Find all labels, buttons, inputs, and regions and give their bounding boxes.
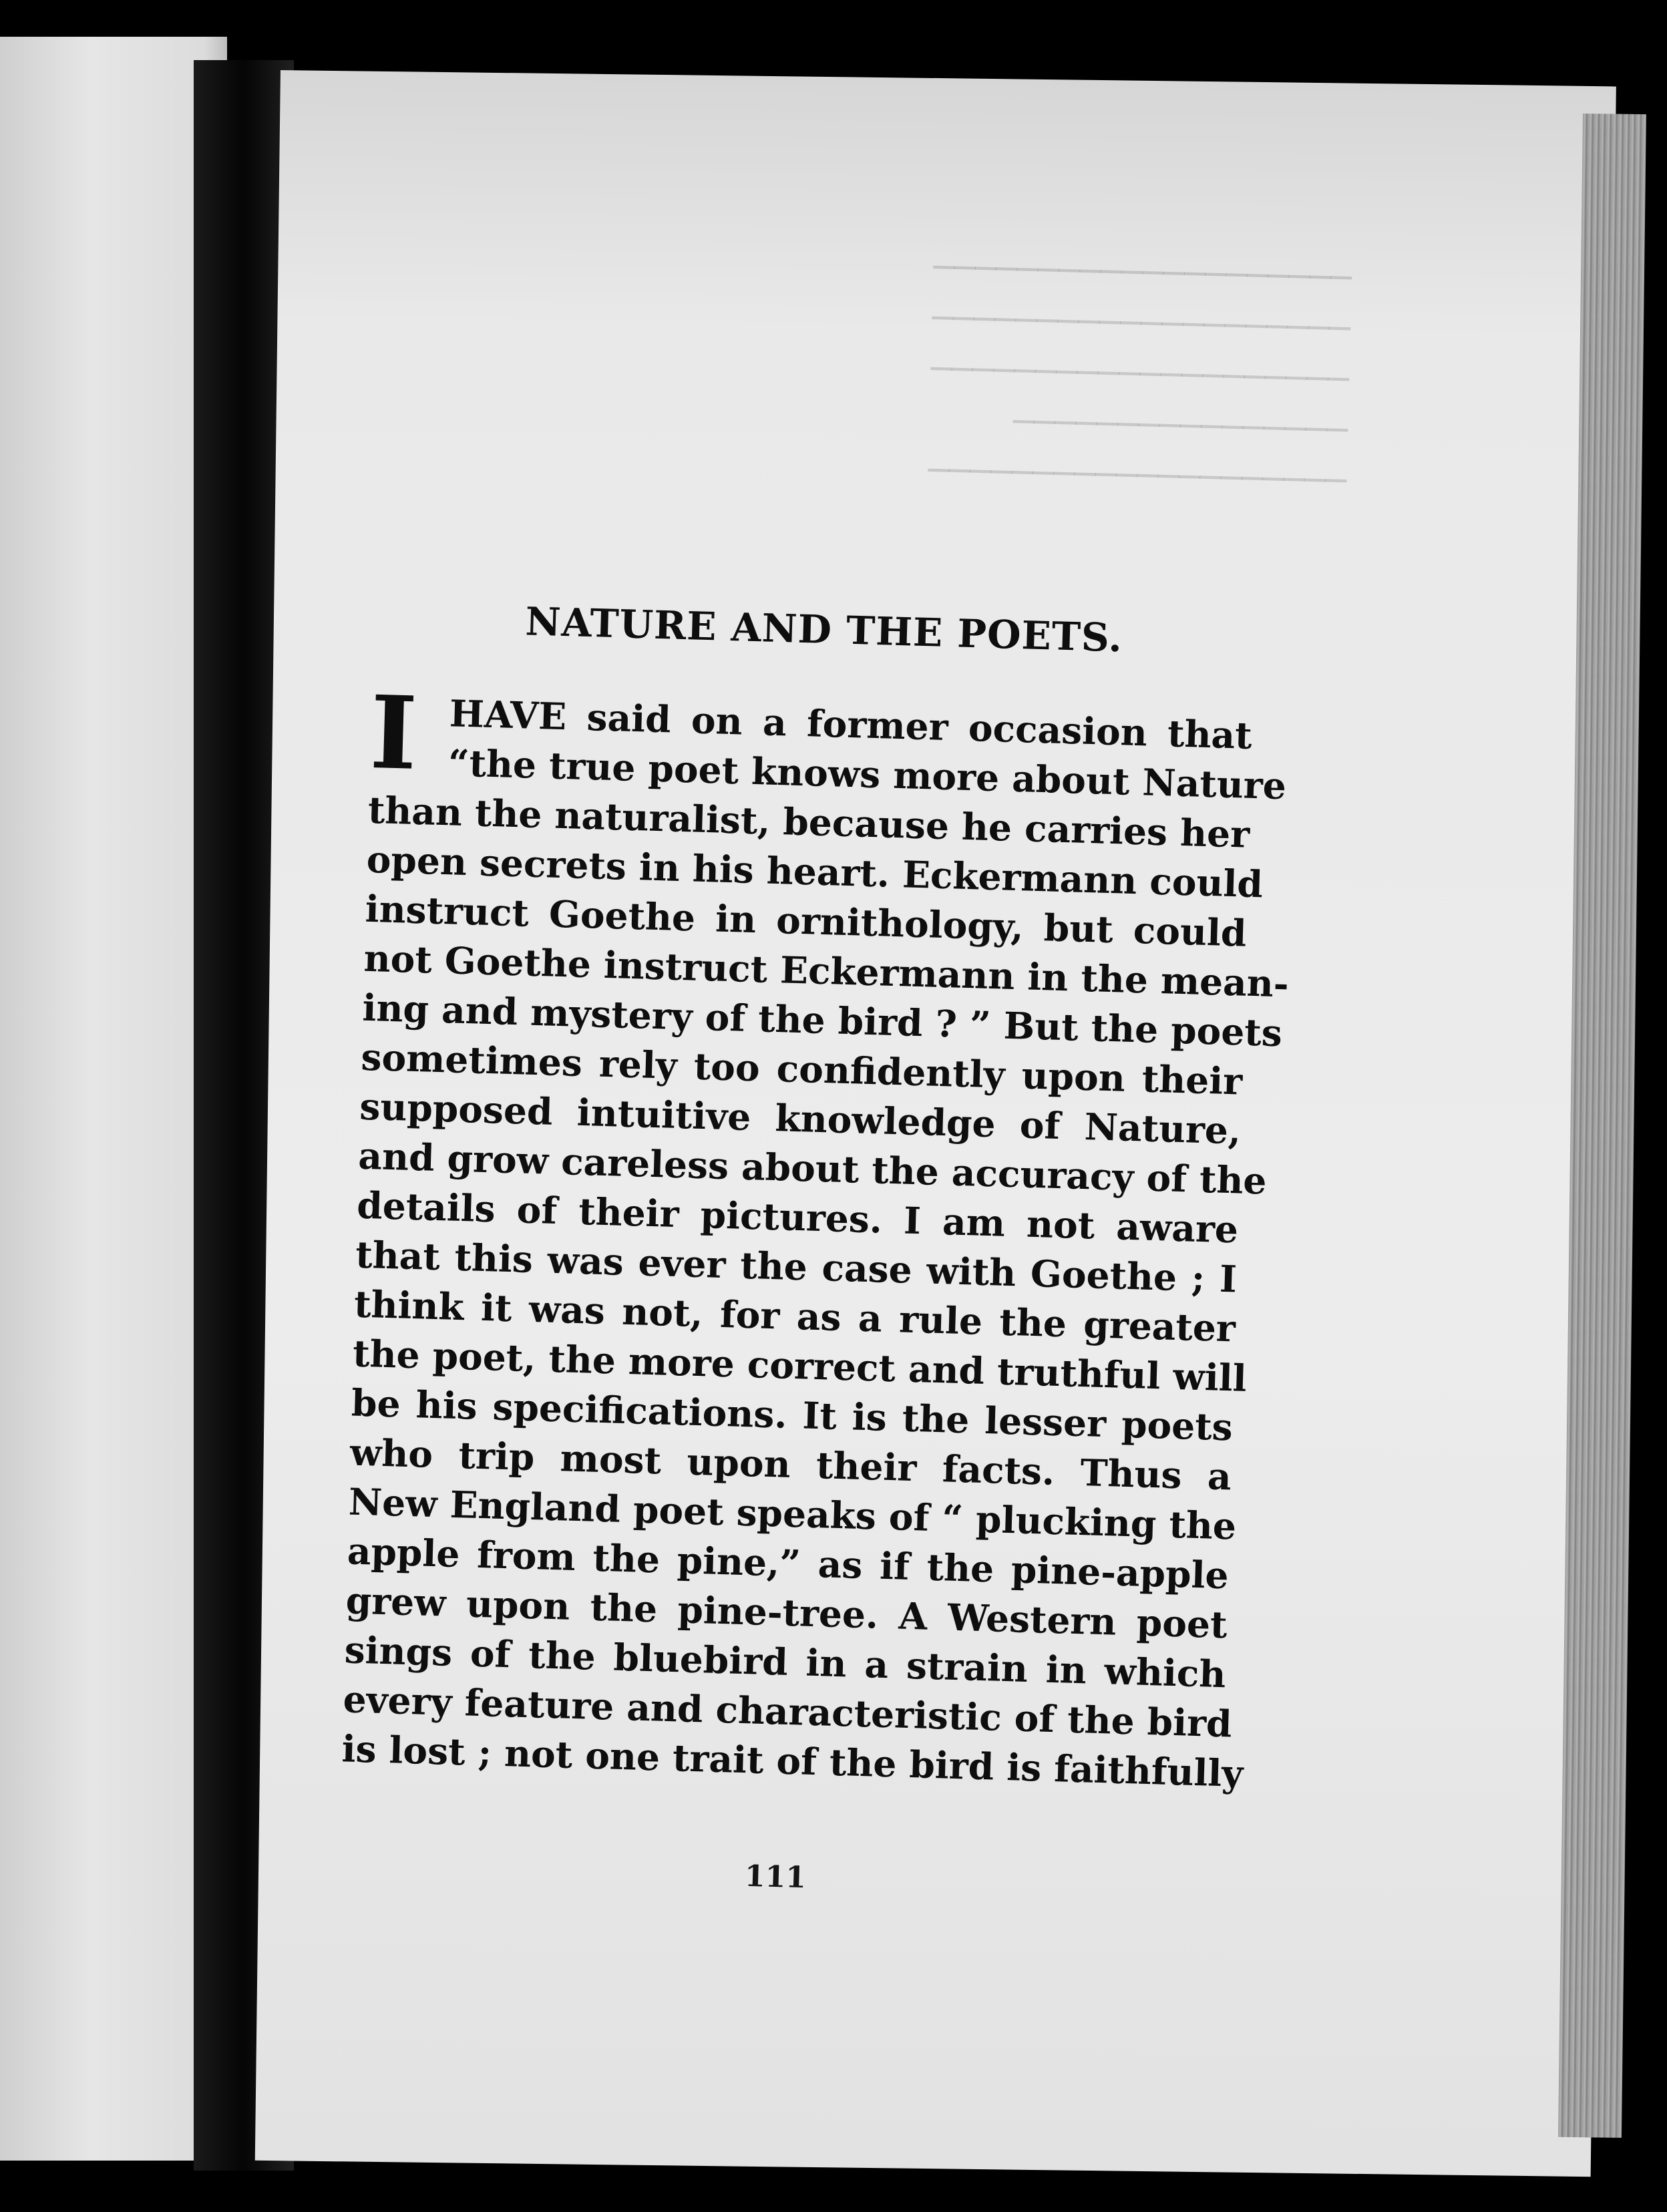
- text-line: think it was not, for as a rule the greater: [353, 1282, 1236, 1350]
- text-line: that this was ever the case with Goethe ; I: [355, 1232, 1238, 1301]
- chapter-title: NATURE AND THE POETS.: [524, 598, 1123, 661]
- text-line: sometimes rely too confidently upon their: [360, 1035, 1244, 1103]
- text-line: grew upon the pine-tree. A Western poet: [345, 1578, 1228, 1647]
- text-line: who trip most upon their facts. Thus a: [349, 1430, 1232, 1499]
- text-line: and grow careless about the accuracy of the: [357, 1133, 1268, 1203]
- text-line: not Goethe instruct Eckermann in the mean-: [363, 936, 1290, 1006]
- page-number: 111: [744, 1859, 807, 1895]
- text-line: details of their pictures. I am not aware: [356, 1183, 1239, 1252]
- text-line: apple from the pine,” as if the pine-apple: [347, 1529, 1230, 1598]
- text-line: every feature and characteristic of the bird: [342, 1677, 1233, 1746]
- text-line: is lost ; not one trait of the bird is faithfully: [341, 1726, 1244, 1796]
- text-line: than the naturalist, because he carries her: [367, 787, 1251, 856]
- text-line: New England poet speaks of “ plucking the: [348, 1479, 1237, 1548]
- page-content: [341, 594, 1290, 1798]
- text-line: supposed intuitive knowledge of Nature,: [359, 1084, 1242, 1153]
- chapter-body: [341, 673, 1290, 1798]
- bleed-through-text: ──────────────────── ──────────────────── ──────────────────── ──────────────── ────────────────────: [928, 247, 1352, 502]
- drop-cap: I: [368, 673, 419, 793]
- text-line: be his specifications. It is the lesser poets: [351, 1380, 1234, 1449]
- text-line: ing and mystery of the bird ? ” But the poets: [361, 985, 1283, 1055]
- text-line: open secrets in his heart. Eckermann could: [366, 837, 1264, 906]
- previous-page: [0, 37, 227, 2161]
- text-line: the poet, the more correct and truthful will: [352, 1331, 1248, 1400]
- text-line: instruct Goethe in ornithology, but could: [364, 886, 1248, 955]
- text-line: sings of the bluebird in a strain in which: [343, 1628, 1227, 1696]
- text-line: “the true poet knows more about Nature: [447, 741, 1287, 808]
- text-line: HAVE said on a former occasion that: [449, 691, 1253, 757]
